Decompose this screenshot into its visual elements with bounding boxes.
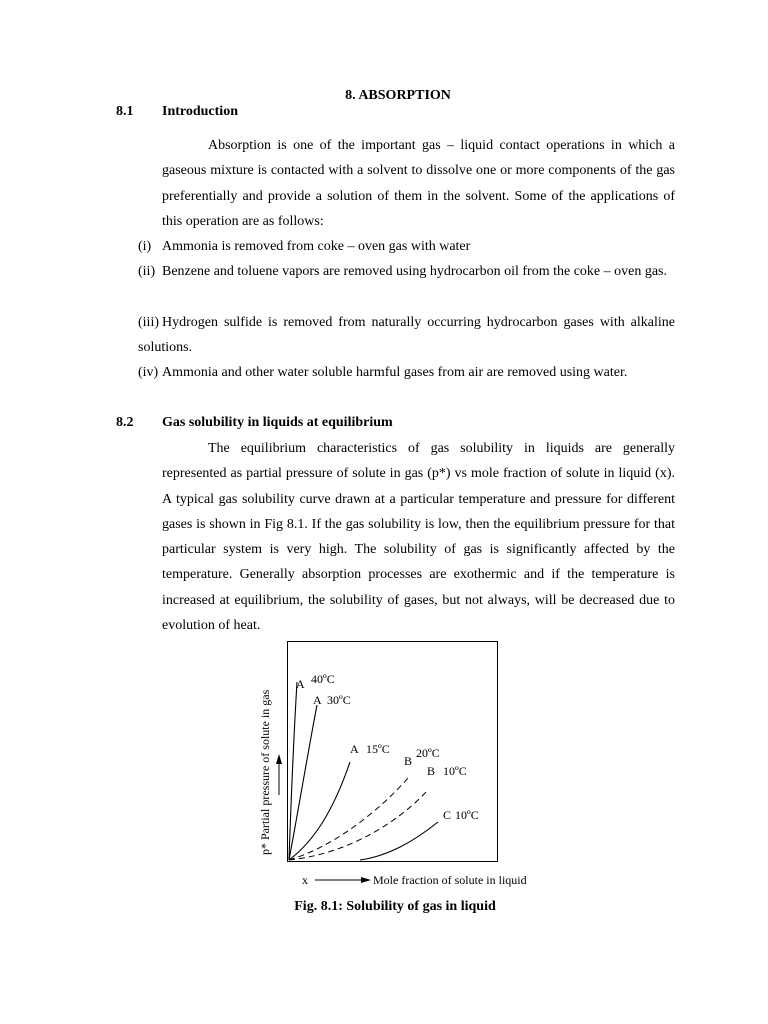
list-item bbox=[138, 259, 675, 284]
arrow-up-icon bbox=[276, 754, 282, 764]
curve-label-gas: A bbox=[296, 677, 305, 691]
list-item-label: (i) bbox=[138, 239, 152, 254]
curve-label-gas: C bbox=[443, 808, 452, 822]
figure-caption: Fig. 8.1: Solubility of gas in liquid bbox=[294, 899, 496, 914]
curve-label-gas: B bbox=[404, 754, 413, 768]
curve-b-20 bbox=[289, 778, 408, 860]
section-number: 8.1 bbox=[116, 104, 134, 119]
list-item bbox=[138, 360, 675, 385]
curve-label-temp: 20ºC bbox=[416, 746, 440, 760]
intro-paragraph-text: Absorption is one of the important gas – liquid contact operations in which a gaseous mixture is contacted with a solvent to dissolve one or more components of the gas preferentially and provide a solution of them in the solvent. Some of the applications of this operation are as follows: bbox=[162, 138, 675, 229]
curve-label-gas: B bbox=[427, 764, 436, 778]
section-number: 8.2 bbox=[116, 415, 134, 430]
solubility-paragraph bbox=[162, 436, 675, 638]
list-item-label: (iv) bbox=[138, 365, 159, 380]
arrow-right-icon bbox=[361, 877, 371, 883]
list-item bbox=[138, 310, 675, 361]
intro-paragraph bbox=[162, 133, 675, 234]
x-symbol: x bbox=[302, 873, 308, 887]
curve-label-temp: 10ºC bbox=[455, 808, 479, 822]
curve-label-temp: 40ºC bbox=[311, 672, 335, 686]
curve-label-gas: A bbox=[350, 742, 359, 756]
x-axis-label: Mole fraction of solute in liquid bbox=[373, 873, 527, 887]
curve-c-10 bbox=[360, 822, 438, 860]
curve-label-temp: 15ºC bbox=[366, 742, 390, 756]
curve-label-temp: 10ºC bbox=[443, 764, 467, 778]
chapter-title: 8. ABSORPTION bbox=[345, 88, 451, 103]
y-axis-area bbox=[252, 680, 292, 860]
list-item-label: (iii) bbox=[138, 315, 159, 330]
section-heading: Introduction bbox=[162, 104, 238, 119]
figure-frame bbox=[287, 641, 498, 862]
list-item-text: Ammonia is removed from coke – oven gas with water bbox=[162, 239, 471, 254]
solubility-diagram bbox=[288, 642, 497, 861]
list-item-text: Ammonia and other water soluble harmful gases from air are removed using water. bbox=[162, 365, 628, 380]
curve-label-gas: A bbox=[313, 693, 322, 707]
list-item bbox=[138, 234, 675, 259]
x-axis-area bbox=[298, 868, 548, 890]
curve-b-10 bbox=[289, 792, 426, 860]
y-axis-label: p* Partial pressure of solute in gas bbox=[258, 689, 272, 855]
solubility-paragraph-text: The equilibrium characteristics of gas solubility in liquids are generally represented as partial pressure of solute in gas (p*) vs mole fraction of solute in liquid (x). A typical gas solubility curve drawn at a particular temperature and pressure for different gases is shown in Fig 8.1. If the gas solubility is low, then the equilibrium pressure for that particular system is very high. The solubility of gas is significantly affected by the temperature. Generally absorption processes are exothermic and if the temperature is increased at equilibrium, the solubility of gases, but not always, will be decreased due to evolution of heat. bbox=[162, 441, 675, 634]
list-item-text: Hydrogen sulfide is removed from naturally occurring hydrocarbon gases with alkaline solutions. bbox=[138, 315, 675, 356]
section-heading: Gas solubility in liquids at equilibrium bbox=[162, 415, 393, 430]
curve-label-temp: 30ºC bbox=[327, 693, 351, 707]
list-item-text: Benzene and toluene vapors are removed using hydrocarbon oil from the coke – oven gas. bbox=[162, 264, 667, 279]
list-item-label: (ii) bbox=[138, 264, 156, 279]
